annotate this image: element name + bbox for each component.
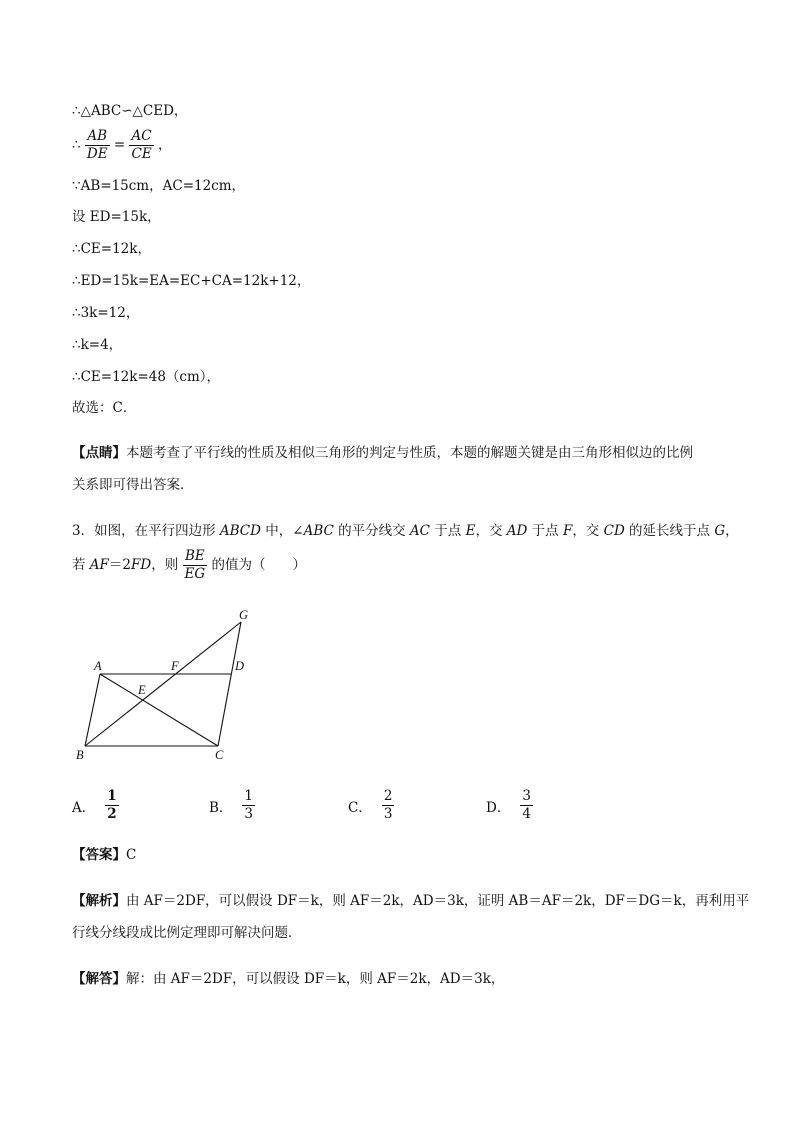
ratio-line [72,128,171,163]
option-label: B． [209,799,233,816]
solution-line-10: 故选：C． [72,400,137,416]
option-d[interactable] [486,788,533,823]
solution-tag: 【解答】 [72,971,126,987]
fraction-denominator: EG [184,566,206,582]
fraction-numerator: BE [183,548,208,566]
answer-line [72,846,136,864]
answer-value: C [126,847,137,863]
q-text: 于点 [430,523,466,539]
option-fraction [105,788,118,823]
comment-tag: 【点睛】 [72,445,126,461]
equals-sign: = [113,137,126,153]
analysis-line-1 [72,892,749,910]
q-text: 的值为（ ） [207,557,306,573]
q-var: E [465,523,476,539]
q-text: 的平分线交 [333,523,410,539]
q-var: AF [89,557,109,573]
q-text: ，交 [475,523,507,539]
analysis-tag: 【解析】 [72,893,126,909]
question-number: 3． [72,523,95,539]
fraction-denominator: DE [86,146,108,162]
fraction-numerator: 1 [244,788,254,804]
solution-line-4: 设 ED=15k， [72,209,161,225]
solution-line-6: ∴ED=15k=EA=EC+CA=12k+12， [72,273,311,289]
option-fraction [242,788,255,823]
fraction-denominator: 2 [107,806,117,822]
fraction-denominator: 3 [383,806,393,822]
fraction-be-eg [183,548,208,583]
fraction-numerator: 3 [522,788,531,804]
analysis-text-1: 由 AF＝2DF，可以假设 DF＝k，则 AF＝2k，AD＝3k，证明 AB＝AF＝2k，DF＝DG＝k，再利用平 [126,893,750,909]
q-text: 的延长线于点 [624,523,715,539]
q-var: AD [506,523,528,539]
comment-line-1 [72,444,693,462]
q-var: G [714,523,726,539]
fraction-ab-de [85,128,110,163]
solution-line-3: ∵AB=15cm，AC=12cm， [72,178,246,194]
parallelogram-figure [70,600,290,770]
label-d: D [235,659,245,673]
solution-line [72,970,504,988]
question-line-1 [72,522,739,540]
option-fraction [520,788,533,823]
comment-line-2: 关系即可得出答案． [72,477,194,493]
fraction-denominator: CE [131,146,152,162]
fraction-denominator: 3 [244,806,254,822]
fraction-numerator: 2 [383,788,393,804]
solution-line-9: ∴CE=12k=48（cm）， [72,369,221,385]
segment-cg [218,622,241,746]
solution-line-7: ∴3k=12， [72,305,140,321]
comment-text-1: 本题考查了平行线的性质及相似三角形的判定与性质，本题的解题关键是由三角形相似边的比例 [126,445,693,461]
fraction-ac-ce [129,128,153,163]
fraction-numerator: 1 [107,788,117,804]
option-c[interactable] [348,788,394,823]
solution-line-5: ∴CE=12k， [72,241,151,257]
fraction-numerator: AC [129,128,153,146]
q-text: ， [725,523,739,539]
solution-line-8: ∴k=4， [72,337,123,353]
q-text: 于点 [527,523,563,539]
segment-bg [85,622,241,746]
q-text: 中，∠ [260,523,304,539]
label-g: G [239,608,249,622]
label-c: C [215,748,224,762]
q-text: 若 [72,557,90,573]
option-label: A． [72,799,96,816]
q-var: F [562,523,573,539]
segment-ac [100,674,218,746]
question-line-2 [72,548,306,583]
label-a: A [94,659,102,673]
option-label: D． [486,799,511,816]
option-a[interactable] [72,788,119,823]
fraction-numerator: AB [85,128,110,146]
solution-text-1: 解：由 AF＝2DF，可以假设 DF＝k，则 AF＝2k，AD＝3k， [126,971,505,987]
option-b[interactable] [209,788,255,823]
label-b: B [76,748,84,762]
analysis-line-2: 行线分线段成比例定理即可解决问题． [72,925,302,941]
option-label: C． [348,799,372,816]
q-var: CD [603,523,625,539]
therefore-sign: ∴ [72,137,81,153]
q-text: ，交 [572,523,604,539]
q-var: ABCD [219,523,261,539]
q-var: AC [409,523,431,539]
solution-line-1: ∴△ABC∽△CED， [72,103,188,119]
q-var: FD [131,557,152,573]
q-text: ，则 [151,557,183,573]
fraction-denominator: 4 [522,806,531,822]
option-fraction [382,788,395,823]
q-var: ABC [303,523,334,539]
q-text: 如图，在平行四边形 [94,523,220,539]
comma: ， [157,137,172,153]
label-e: E [138,683,146,697]
label-f: F [171,659,179,673]
answer-tag: 【答案】 [72,847,126,863]
q-text: ＝2 [108,557,132,573]
